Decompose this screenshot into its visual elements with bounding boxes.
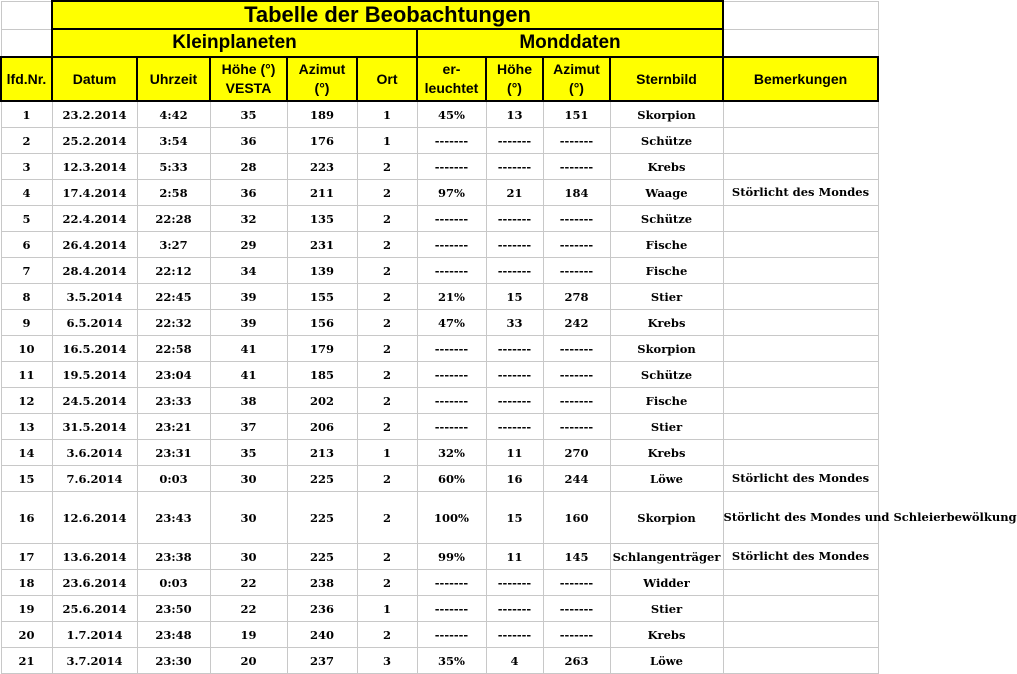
cell-erleuchtet[interactable]: ------- [417,414,486,440]
cell-hoehe-vesta[interactable]: 19 [210,622,287,648]
cell-nr[interactable]: 11 [1,362,52,388]
cell-ort[interactable]: 2 [357,544,417,570]
cell-bemerkungen[interactable] [723,388,878,414]
cell-hoehe-vesta[interactable]: 39 [210,284,287,310]
cell-nr[interactable]: 10 [1,336,52,362]
cell-erleuchtet[interactable]: ------- [417,154,486,180]
cell-uhrzeit[interactable]: 23:43 [137,492,210,544]
cell-mond-azimut[interactable]: 263 [543,648,610,674]
table-row [1,258,878,284]
cell-sternbild[interactable]: Stier [610,596,723,622]
cell-erleuchtet[interactable]: 99% [417,544,486,570]
cell-nr[interactable]: 21 [1,648,52,674]
cell-erleuchtet[interactable]: ------- [417,362,486,388]
cell-mond-azimut[interactable]: 244 [543,466,610,492]
cell-azimut[interactable]: 206 [287,414,357,440]
cell-sternbild[interactable]: Stier [610,284,723,310]
cell-sternbild[interactable]: Löwe [610,466,723,492]
cell-azimut[interactable]: 237 [287,648,357,674]
col-hoehe-vesta-line1: Höhe (°) [221,61,276,77]
cell-erleuchtet[interactable]: ------- [417,232,486,258]
cell-hoehe-vesta[interactable]: 28 [210,154,287,180]
cell-erleuchtet[interactable]: 21% [417,284,486,310]
table-row [1,622,878,648]
cell-sternbild[interactable]: Fische [610,232,723,258]
cell-ort[interactable]: 2 [357,466,417,492]
cell-ort[interactable]: 1 [357,596,417,622]
cell-hoehe-vesta[interactable]: 29 [210,232,287,258]
cell-nr[interactable]: 7 [1,258,52,284]
cell-azimut[interactable]: 236 [287,596,357,622]
cell-bemerkungen[interactable] [723,128,878,154]
cell-datum[interactable]: 1.7.2014 [52,622,137,648]
cell-hoehe-vesta[interactable]: 36 [210,128,287,154]
cell-uhrzeit[interactable]: 23:31 [137,440,210,466]
cell-azimut[interactable]: 240 [287,622,357,648]
cell-sternbild[interactable]: Krebs [610,440,723,466]
col-erleuchtet-line1: er- [442,61,461,77]
cell-datum[interactable]: 12.6.2014 [52,492,137,544]
cell-sternbild[interactable]: Skorpion [610,336,723,362]
col-datum[interactable]: Datum [52,57,137,101]
cell-hoehe-vesta[interactable]: 30 [210,466,287,492]
cell-mond-hoehe[interactable]: ------- [486,570,543,596]
cell-mond-azimut[interactable]: 242 [543,310,610,336]
cell-hoehe-vesta[interactable]: 20 [210,648,287,674]
cell-uhrzeit[interactable]: 4:42 [137,101,210,128]
cell-erleuchtet[interactable]: ------- [417,622,486,648]
cell-datum[interactable]: 25.6.2014 [52,596,137,622]
cell-hoehe-vesta[interactable]: 34 [210,258,287,284]
cell-nr[interactable]: 14 [1,440,52,466]
cell-ort[interactable]: 1 [357,128,417,154]
cell-uhrzeit[interactable]: 5:33 [137,154,210,180]
cell-mond-azimut[interactable]: ------- [543,570,610,596]
cell-azimut[interactable]: 135 [287,206,357,232]
cell-uhrzeit[interactable]: 2:58 [137,180,210,206]
cell-ort[interactable]: 2 [357,206,417,232]
cell-mond-hoehe[interactable]: ------- [486,206,543,232]
table-title[interactable]: Tabelle der Beobachtungen [52,1,723,29]
blank-cell[interactable] [1,29,52,57]
cell-datum[interactable]: 26.4.2014 [52,232,137,258]
cell-mond-hoehe[interactable]: ------- [486,336,543,362]
col-uhrzeit[interactable]: Uhrzeit [137,57,210,101]
cell-uhrzeit[interactable]: 23:30 [137,648,210,674]
cell-sternbild[interactable]: Fische [610,388,723,414]
cell-mond-azimut[interactable]: ------- [543,206,610,232]
table-row [1,544,878,570]
cell-nr[interactable]: 8 [1,284,52,310]
cell-mond-azimut[interactable]: ------- [543,414,610,440]
cell-azimut[interactable]: 189 [287,101,357,128]
table-row [1,284,878,310]
cell-bemerkungen[interactable] [723,648,878,674]
blank-cell[interactable] [723,1,878,29]
cell-ort[interactable]: 2 [357,414,417,440]
cell-mond-hoehe[interactable]: ------- [486,622,543,648]
cell-datum[interactable]: 17.4.2014 [52,180,137,206]
col-mond-azimut-line1: Azimut [553,61,600,77]
cell-uhrzeit[interactable]: 23:04 [137,362,210,388]
table-row [1,570,878,596]
cell-bemerkungen[interactable] [723,101,878,128]
cell-sternbild[interactable]: Löwe [610,648,723,674]
cell-uhrzeit[interactable]: 22:45 [137,284,210,310]
table-row [1,310,878,336]
col-bemerkungen[interactable]: Bemerkungen [723,57,878,101]
cell-nr[interactable]: 20 [1,622,52,648]
cell-erleuchtet[interactable]: 60% [417,466,486,492]
cell-nr[interactable]: 12 [1,388,52,414]
cell-ort[interactable]: 2 [357,232,417,258]
cell-nr[interactable]: 16 [1,492,52,544]
cell-ort[interactable]: 2 [357,492,417,544]
cell-ort[interactable]: 1 [357,440,417,466]
cell-uhrzeit[interactable]: 22:32 [137,310,210,336]
cell-hoehe-vesta[interactable]: 35 [210,440,287,466]
cell-bemerkungen[interactable] [723,622,878,648]
cell-erleuchtet[interactable]: 32% [417,440,486,466]
cell-sternbild[interactable]: Krebs [610,310,723,336]
cell-azimut[interactable]: 155 [287,284,357,310]
cell-mond-hoehe[interactable]: 11 [486,440,543,466]
cell-ort[interactable]: 2 [357,336,417,362]
col-mond-hoehe-line1: Höhe [497,61,532,77]
cell-ort[interactable]: 1 [357,101,417,128]
cell-ort[interactable]: 2 [357,622,417,648]
cell-azimut[interactable]: 176 [287,128,357,154]
cell-erleuchtet[interactable]: ------- [417,336,486,362]
cell-azimut[interactable]: 225 [287,466,357,492]
cell-nr[interactable]: 4 [1,180,52,206]
cell-mond-azimut[interactable]: 270 [543,440,610,466]
cell-uhrzeit[interactable]: 22:28 [137,206,210,232]
table-row [1,128,878,154]
cell-erleuchtet[interactable]: ------- [417,570,486,596]
cell-mond-azimut[interactable]: ------- [543,622,610,648]
cell-mond-azimut[interactable]: ------- [543,154,610,180]
group-asteroids[interactable]: Kleinplaneten [52,29,417,57]
cell-bemerkungen[interactable] [723,232,878,258]
cell-bemerkungen[interactable] [723,154,878,180]
cell-bemerkungen[interactable] [723,258,878,284]
table-row [1,101,878,128]
cell-datum[interactable]: 3.5.2014 [52,284,137,310]
cell-azimut[interactable]: 179 [287,336,357,362]
cell-datum[interactable]: 16.5.2014 [52,336,137,362]
cell-erleuchtet[interactable]: ------- [417,128,486,154]
cell-hoehe-vesta[interactable]: 36 [210,180,287,206]
cell-mond-azimut[interactable]: ------- [543,128,610,154]
cell-mond-hoehe[interactable]: 13 [486,101,543,128]
cell-mond-hoehe[interactable]: 16 [486,466,543,492]
cell-datum[interactable]: 23.2.2014 [52,101,137,128]
cell-azimut[interactable]: 211 [287,180,357,206]
cell-uhrzeit[interactable]: 0:03 [137,570,210,596]
cell-ort[interactable]: 2 [357,180,417,206]
table-row [1,180,878,206]
group-moon[interactable]: Monddaten [417,29,723,57]
cell-erleuchtet[interactable]: ------- [417,388,486,414]
cell-azimut[interactable]: 231 [287,232,357,258]
cell-uhrzeit[interactable]: 22:58 [137,336,210,362]
col-hoehe-vesta-line2: VESTA [225,80,272,96]
cell-erleuchtet[interactable]: 35% [417,648,486,674]
table-row [1,336,878,362]
cell-mond-hoehe[interactable]: ------- [486,414,543,440]
col-mond-hoehe[interactable] [486,57,543,101]
cell-uhrzeit[interactable]: 3:27 [137,232,210,258]
cell-bemerkungen[interactable] [723,336,878,362]
cell-sternbild[interactable]: Krebs [610,622,723,648]
cell-datum[interactable]: 3.6.2014 [52,440,137,466]
cell-nr[interactable]: 5 [1,206,52,232]
cell-mond-hoehe[interactable]: ------- [486,232,543,258]
corner-cell[interactable] [1,1,52,29]
cell-sternbild[interactable]: Widder [610,570,723,596]
cell-datum[interactable]: 19.5.2014 [52,362,137,388]
cell-azimut[interactable]: 213 [287,440,357,466]
cell-mond-azimut[interactable]: ------- [543,258,610,284]
cell-sternbild[interactable]: Krebs [610,154,723,180]
cell-nr[interactable]: 17 [1,544,52,570]
cell-sternbild[interactable]: Schütze [610,128,723,154]
cell-datum[interactable]: 28.4.2014 [52,258,137,284]
cell-mond-azimut[interactable]: 160 [543,492,610,544]
col-azimut[interactable] [287,57,357,101]
cell-datum[interactable]: 13.6.2014 [52,544,137,570]
cell-uhrzeit[interactable]: 23:21 [137,414,210,440]
blank-cell[interactable] [723,29,878,57]
cell-mond-hoehe[interactable]: 15 [486,284,543,310]
cell-nr[interactable]: 9 [1,310,52,336]
cell-hoehe-vesta[interactable]: 22 [210,596,287,622]
cell-bemerkungen[interactable]: Störlicht des Mondes [723,466,878,492]
cell-bemerkungen[interactable] [723,362,878,388]
col-hoehe-vesta[interactable] [210,57,287,101]
cell-mond-hoehe[interactable]: 15 [486,492,543,544]
cell-hoehe-vesta[interactable]: 37 [210,414,287,440]
col-mond-azimut[interactable] [543,57,610,101]
cell-mond-azimut[interactable]: ------- [543,388,610,414]
col-mond-azimut-line2: (°) [569,80,584,96]
cell-mond-hoehe[interactable]: ------- [486,258,543,284]
col-sternbild[interactable]: Sternbild [610,57,723,101]
cell-bemerkungen[interactable]: Störlicht des Mondes und Schleierbewölkung [723,492,878,544]
cell-azimut[interactable]: 223 [287,154,357,180]
cell-azimut[interactable]: 225 [287,492,357,544]
cell-mond-hoehe[interactable]: 33 [486,310,543,336]
cell-hoehe-vesta[interactable]: 39 [210,310,287,336]
cell-nr[interactable]: 3 [1,154,52,180]
cell-nr[interactable]: 19 [1,596,52,622]
cell-hoehe-vesta[interactable]: 41 [210,362,287,388]
cell-datum[interactable]: 7.6.2014 [52,466,137,492]
table-row [1,388,878,414]
cell-mond-azimut[interactable]: 145 [543,544,610,570]
cell-mond-azimut[interactable]: 151 [543,101,610,128]
cell-nr[interactable]: 1 [1,101,52,128]
cell-ort[interactable]: 2 [357,284,417,310]
cell-sternbild[interactable]: Schütze [610,362,723,388]
table-row [1,492,878,544]
cell-azimut[interactable]: 202 [287,388,357,414]
cell-sternbild[interactable]: Skorpion [610,101,723,128]
cell-erleuchtet[interactable]: 97% [417,180,486,206]
cell-bemerkungen[interactable] [723,596,878,622]
cell-sternbild[interactable]: Stier [610,414,723,440]
cell-datum[interactable]: 24.5.2014 [52,388,137,414]
cell-erleuchtet[interactable]: 100% [417,492,486,544]
table-row [1,648,878,674]
col-azimut-line2: (°) [314,80,330,96]
col-erleuchtet[interactable] [417,57,486,101]
table-row [1,596,878,622]
cell-azimut[interactable]: 238 [287,570,357,596]
cell-mond-azimut[interactable]: ------- [543,336,610,362]
cell-mond-azimut[interactable]: ------- [543,596,610,622]
cell-nr[interactable]: 15 [1,466,52,492]
cell-uhrzeit[interactable]: 23:38 [137,544,210,570]
cell-azimut[interactable]: 185 [287,362,357,388]
cell-bemerkungen[interactable] [723,310,878,336]
cell-bemerkungen[interactable] [723,284,878,310]
cell-sternbild[interactable]: Schütze [610,206,723,232]
cell-uhrzeit[interactable]: 0:03 [137,466,210,492]
cell-hoehe-vesta[interactable]: 22 [210,570,287,596]
cell-uhrzeit[interactable]: 22:12 [137,258,210,284]
cell-mond-hoehe[interactable]: ------- [486,596,543,622]
cell-uhrzeit[interactable]: 23:33 [137,388,210,414]
cell-azimut[interactable]: 156 [287,310,357,336]
cell-ort[interactable]: 2 [357,388,417,414]
cell-uhrzeit[interactable]: 23:48 [137,622,210,648]
table-row [1,206,878,232]
cell-nr[interactable]: 13 [1,414,52,440]
cell-sternbild[interactable]: Waage [610,180,723,206]
cell-bemerkungen[interactable]: Störlicht des Mondes [723,544,878,570]
col-ort[interactable]: Ort [357,57,417,101]
cell-mond-hoehe[interactable]: 11 [486,544,543,570]
cell-datum[interactable]: 6.5.2014 [52,310,137,336]
cell-hoehe-vesta[interactable]: 35 [210,101,287,128]
cell-mond-hoehe[interactable]: ------- [486,128,543,154]
table-row [1,362,878,388]
cell-datum[interactable]: 31.5.2014 [52,414,137,440]
cell-hoehe-vesta[interactable]: 41 [210,336,287,362]
cell-sternbild[interactable]: Fische [610,258,723,284]
cell-mond-azimut[interactable]: 278 [543,284,610,310]
cell-erleuchtet[interactable]: ------- [417,596,486,622]
cell-ort[interactable]: 2 [357,362,417,388]
table-row [1,440,878,466]
cell-erleuchtet[interactable]: ------- [417,258,486,284]
cell-hoehe-vesta[interactable]: 30 [210,492,287,544]
cell-mond-hoehe[interactable]: ------- [486,388,543,414]
cell-azimut[interactable]: 139 [287,258,357,284]
cell-nr[interactable]: 6 [1,232,52,258]
cell-erleuchtet[interactable]: 45% [417,101,486,128]
cell-bemerkungen[interactable] [723,206,878,232]
col-mond-hoehe-line2: (°) [507,80,522,96]
cell-erleuchtet[interactable]: 47% [417,310,486,336]
cell-hoehe-vesta[interactable]: 38 [210,388,287,414]
cell-bemerkungen[interactable] [723,570,878,596]
cell-ort[interactable]: 2 [357,154,417,180]
cell-hoehe-vesta[interactable]: 32 [210,206,287,232]
table-row [1,414,878,440]
cell-uhrzeit[interactable]: 3:54 [137,128,210,154]
table-row [1,232,878,258]
cell-nr[interactable]: 2 [1,128,52,154]
cell-sternbild[interactable]: Skorpion [610,492,723,544]
cell-ort[interactable]: 2 [357,310,417,336]
cell-nr[interactable]: 18 [1,570,52,596]
cell-datum[interactable]: 25.2.2014 [52,128,137,154]
cell-mond-azimut[interactable]: ------- [543,232,610,258]
table-row [1,466,878,492]
cell-hoehe-vesta[interactable]: 30 [210,544,287,570]
cell-bemerkungen[interactable] [723,414,878,440]
table-row [1,154,878,180]
cell-sternbild[interactable]: Schlangenträger [610,544,723,570]
cell-erleuchtet[interactable]: ------- [417,206,486,232]
cell-mond-hoehe[interactable]: ------- [486,362,543,388]
cell-bemerkungen[interactable]: Störlicht des Mondes [723,180,878,206]
cell-ort[interactable]: 2 [357,258,417,284]
cell-uhrzeit[interactable]: 23:50 [137,596,210,622]
cell-mond-hoehe[interactable]: 21 [486,180,543,206]
cell-mond-hoehe[interactable]: ------- [486,154,543,180]
col-erleuchtet-line2: leuchtet [424,80,479,96]
cell-azimut[interactable]: 225 [287,544,357,570]
cell-datum[interactable]: 3.7.2014 [52,648,137,674]
cell-datum[interactable]: 12.3.2014 [52,154,137,180]
cell-mond-azimut[interactable]: ------- [543,362,610,388]
cell-ort[interactable]: 3 [357,648,417,674]
cell-bemerkungen[interactable] [723,440,878,466]
cell-mond-azimut[interactable]: 184 [543,180,610,206]
cell-ort[interactable]: 2 [357,570,417,596]
cell-mond-hoehe[interactable]: 4 [486,648,543,674]
col-nr[interactable]: lfd.Nr. [1,57,52,101]
cell-datum[interactable]: 22.4.2014 [52,206,137,232]
col-azimut-line1: Azimut [298,61,346,77]
cell-datum[interactable]: 23.6.2014 [52,570,137,596]
